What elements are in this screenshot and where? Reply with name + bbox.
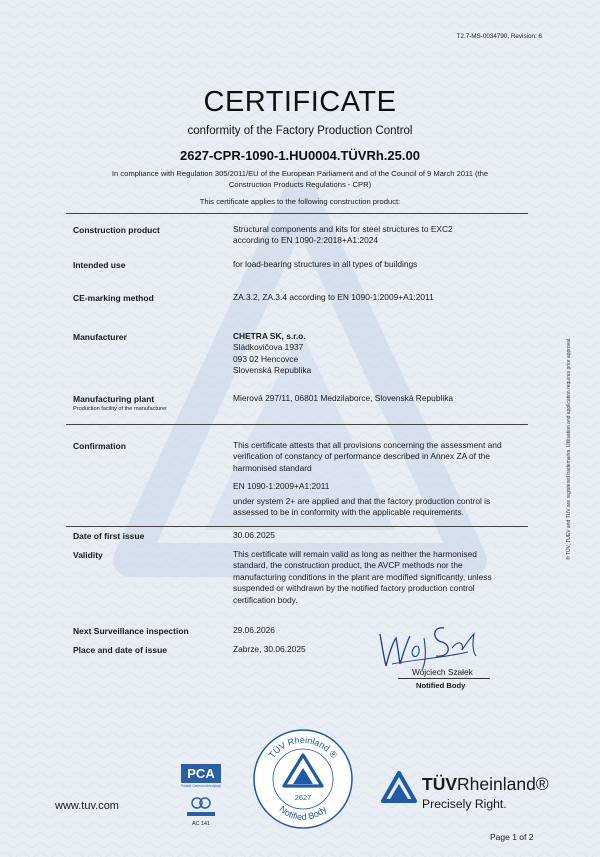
surveillance-label: Next Surveillance inspection xyxy=(73,626,189,636)
first-issue-label: Date of first issue xyxy=(73,531,145,541)
manufacturer-city: 093 02 Hencovce xyxy=(233,353,299,364)
pca-code: AC 141 xyxy=(192,821,210,827)
manufacturer-address xyxy=(233,331,523,377)
validity-text: This certificate will remain valid as long as neither the harmonised standard, the construction product, the AVCP methods nor the manufacturing conditions in the plant are modified significantly, unless suspended or withdrawn by the notified factory production control certification body. xyxy=(233,549,492,605)
page-title: CERTIFICATE xyxy=(203,86,397,118)
validity-label: Validity xyxy=(73,550,103,560)
seal-top-text: TÜV Rheinland ® xyxy=(266,734,340,761)
ce-marking-label: CE-marking method xyxy=(73,293,154,303)
page-subtitle: conformity of the Factory Production Control xyxy=(187,125,413,137)
pca-label: PCA xyxy=(181,764,221,783)
confirmation-text: This certificate attests that all provisions concerning the assessment and verification of constancy of performance described in Annex ZA of the harmonised standard xyxy=(233,440,502,473)
pca-emblem-icon xyxy=(181,783,221,819)
construction-product-label: Construction product xyxy=(73,225,160,235)
manufacturing-plant-sublabel: Production facility of the manufacturer xyxy=(73,406,167,412)
website-link[interactable]: www.tuv.com xyxy=(55,800,119,812)
brand-tagline: Precisely Right. xyxy=(422,797,507,811)
tuv-triangle-icon xyxy=(380,770,418,806)
construction-product-value: Structural components and kits for steel structures to EXC2 according to EN 1090-2:2018+A1:2024 xyxy=(233,224,453,246)
brand-name: TÜVRheinland® xyxy=(422,774,549,794)
signer-role: Notified Body xyxy=(416,681,466,690)
tuv-rheinland-logo xyxy=(380,770,549,820)
manufacturer-street: Sládkovičova 1937 xyxy=(233,342,304,353)
signature-line xyxy=(398,678,490,679)
divider xyxy=(66,526,528,527)
pca-text: Polskie Centrum Akredytacji xyxy=(181,784,221,788)
surveillance-value: 29.06.2026 xyxy=(233,625,275,635)
signer-name: Wojciech Szałek xyxy=(412,667,473,677)
seal-number: 2627 xyxy=(294,793,312,802)
intended-use-value: for load-bearing structures in all types of buildings xyxy=(233,259,418,269)
compliance-statement: In compliance with Regulation 305/2011/EU of the European Parliament and of the Council of 9 March 2011 (the Construction Products Regulations - CPR) xyxy=(111,169,489,189)
first-issue-value: 30.06.2025 xyxy=(233,530,275,540)
divider xyxy=(66,424,528,425)
confirmation-label: Confirmation xyxy=(73,441,126,451)
page-number: Page 1 of 2 xyxy=(490,832,534,842)
confirmation-standard: EN 1090-1:2009+A1:2011 xyxy=(233,481,330,491)
intended-use-label: Intended use xyxy=(73,260,126,270)
notified-body-seal xyxy=(252,728,354,830)
manufacturer-label: Manufacturer xyxy=(73,332,127,342)
confirmation-system-text: under system 2+ are applied and that the factory production control is assessed to be in conformity with the applicable requirements. xyxy=(233,496,491,518)
seal-bottom-text: Notified Body xyxy=(277,803,329,823)
certificate-number: 2627-CPR-1090-1.HU0004.TÜVRh.25.00 xyxy=(180,148,420,163)
ce-marking-value: ZA.3.2, ZA.3.4 according to EN 1090-1:2009+A1:2011 xyxy=(233,292,434,302)
place-date-value: Zabrze, 30.06.2025 xyxy=(233,644,306,654)
document-reference: T2.7-MS-0034790, Revision: 6 xyxy=(456,33,542,40)
manufacturing-plant-label: Manufacturing plant xyxy=(73,394,155,404)
pca-accreditation-logo xyxy=(181,764,221,832)
applies-statement: This certificate applies to the following construction product: xyxy=(199,197,401,206)
manufacturing-plant-value: Mierová 297/11, 06801 Medzilaborce, Slovenská Republika xyxy=(233,393,454,403)
place-date-label: Place and date of issue xyxy=(73,645,168,655)
divider xyxy=(66,213,528,214)
manufacturer-country: Slovenská Republika xyxy=(233,365,312,376)
certificate-page: T2.7-MS-0034790, Revision: 6 CERTIFICATE conformity of the Factory Production Control 2627-CPR-1090-1.HU0004.TÜVRh.25.00 In compliance with Regulation 305/2011/EU of the European Parliament and of the Council of 9 March 2011 (the Construction Products Regulations - CPR) This certificate applies to the following construction product: Construction product Structural components and kits for steel structures to EXC2 according to EN 1090-2:2018+A1:2024 Intended use for load-bearing structures in all types of buildings CE-marking method ZA.3.2, ZA.3.4 according to EN 1090-1:2009+A1:2011 Manufacturer CHETRA SK, s.r.o. Sládkovičova 1937 093 02 Hencovce Slovenská Republika Manufacturing plant Production facility of the manufacturer Mierová 297/11, 06801 Medzilaborce, Slovenská Republika Confirmation This certificate attests that all provisions concerning the assessment and verification of constancy of performance described in Annex ZA of the harmonised standard EN 1090-1:2009+A1:2011 under system 2+ are applied and that the factory production control is assessed to be in conformity with the applicable requirements. Date of first issue 30.06.2025 Validity This certificate will remain valid as long as neither the harmonised standard, the construction product, the AVCP methods nor the manufacturing conditions in the plant are modified significantly, unless suspended or withdrawn by the notified factory production control certification body. Next Surveillance inspection 29.06.2026 Place and date of issue Zabrze, 30.06.2025 Wojciech Szałek Notified Body ® TÜV, TUEV and TUV are registered trademarks. Utilisation and application requires prior approval. www.tuv.com PCA Polskie Centrum Akredytacji AC 141 TÜV Rheinland ® Notified Body 2627 TÜVRheinland® Precisely Right. Page 1 of 2 xyxy=(0,0,600,857)
manufacturer-name: CHETRA SK, s.r.o. xyxy=(233,331,306,341)
